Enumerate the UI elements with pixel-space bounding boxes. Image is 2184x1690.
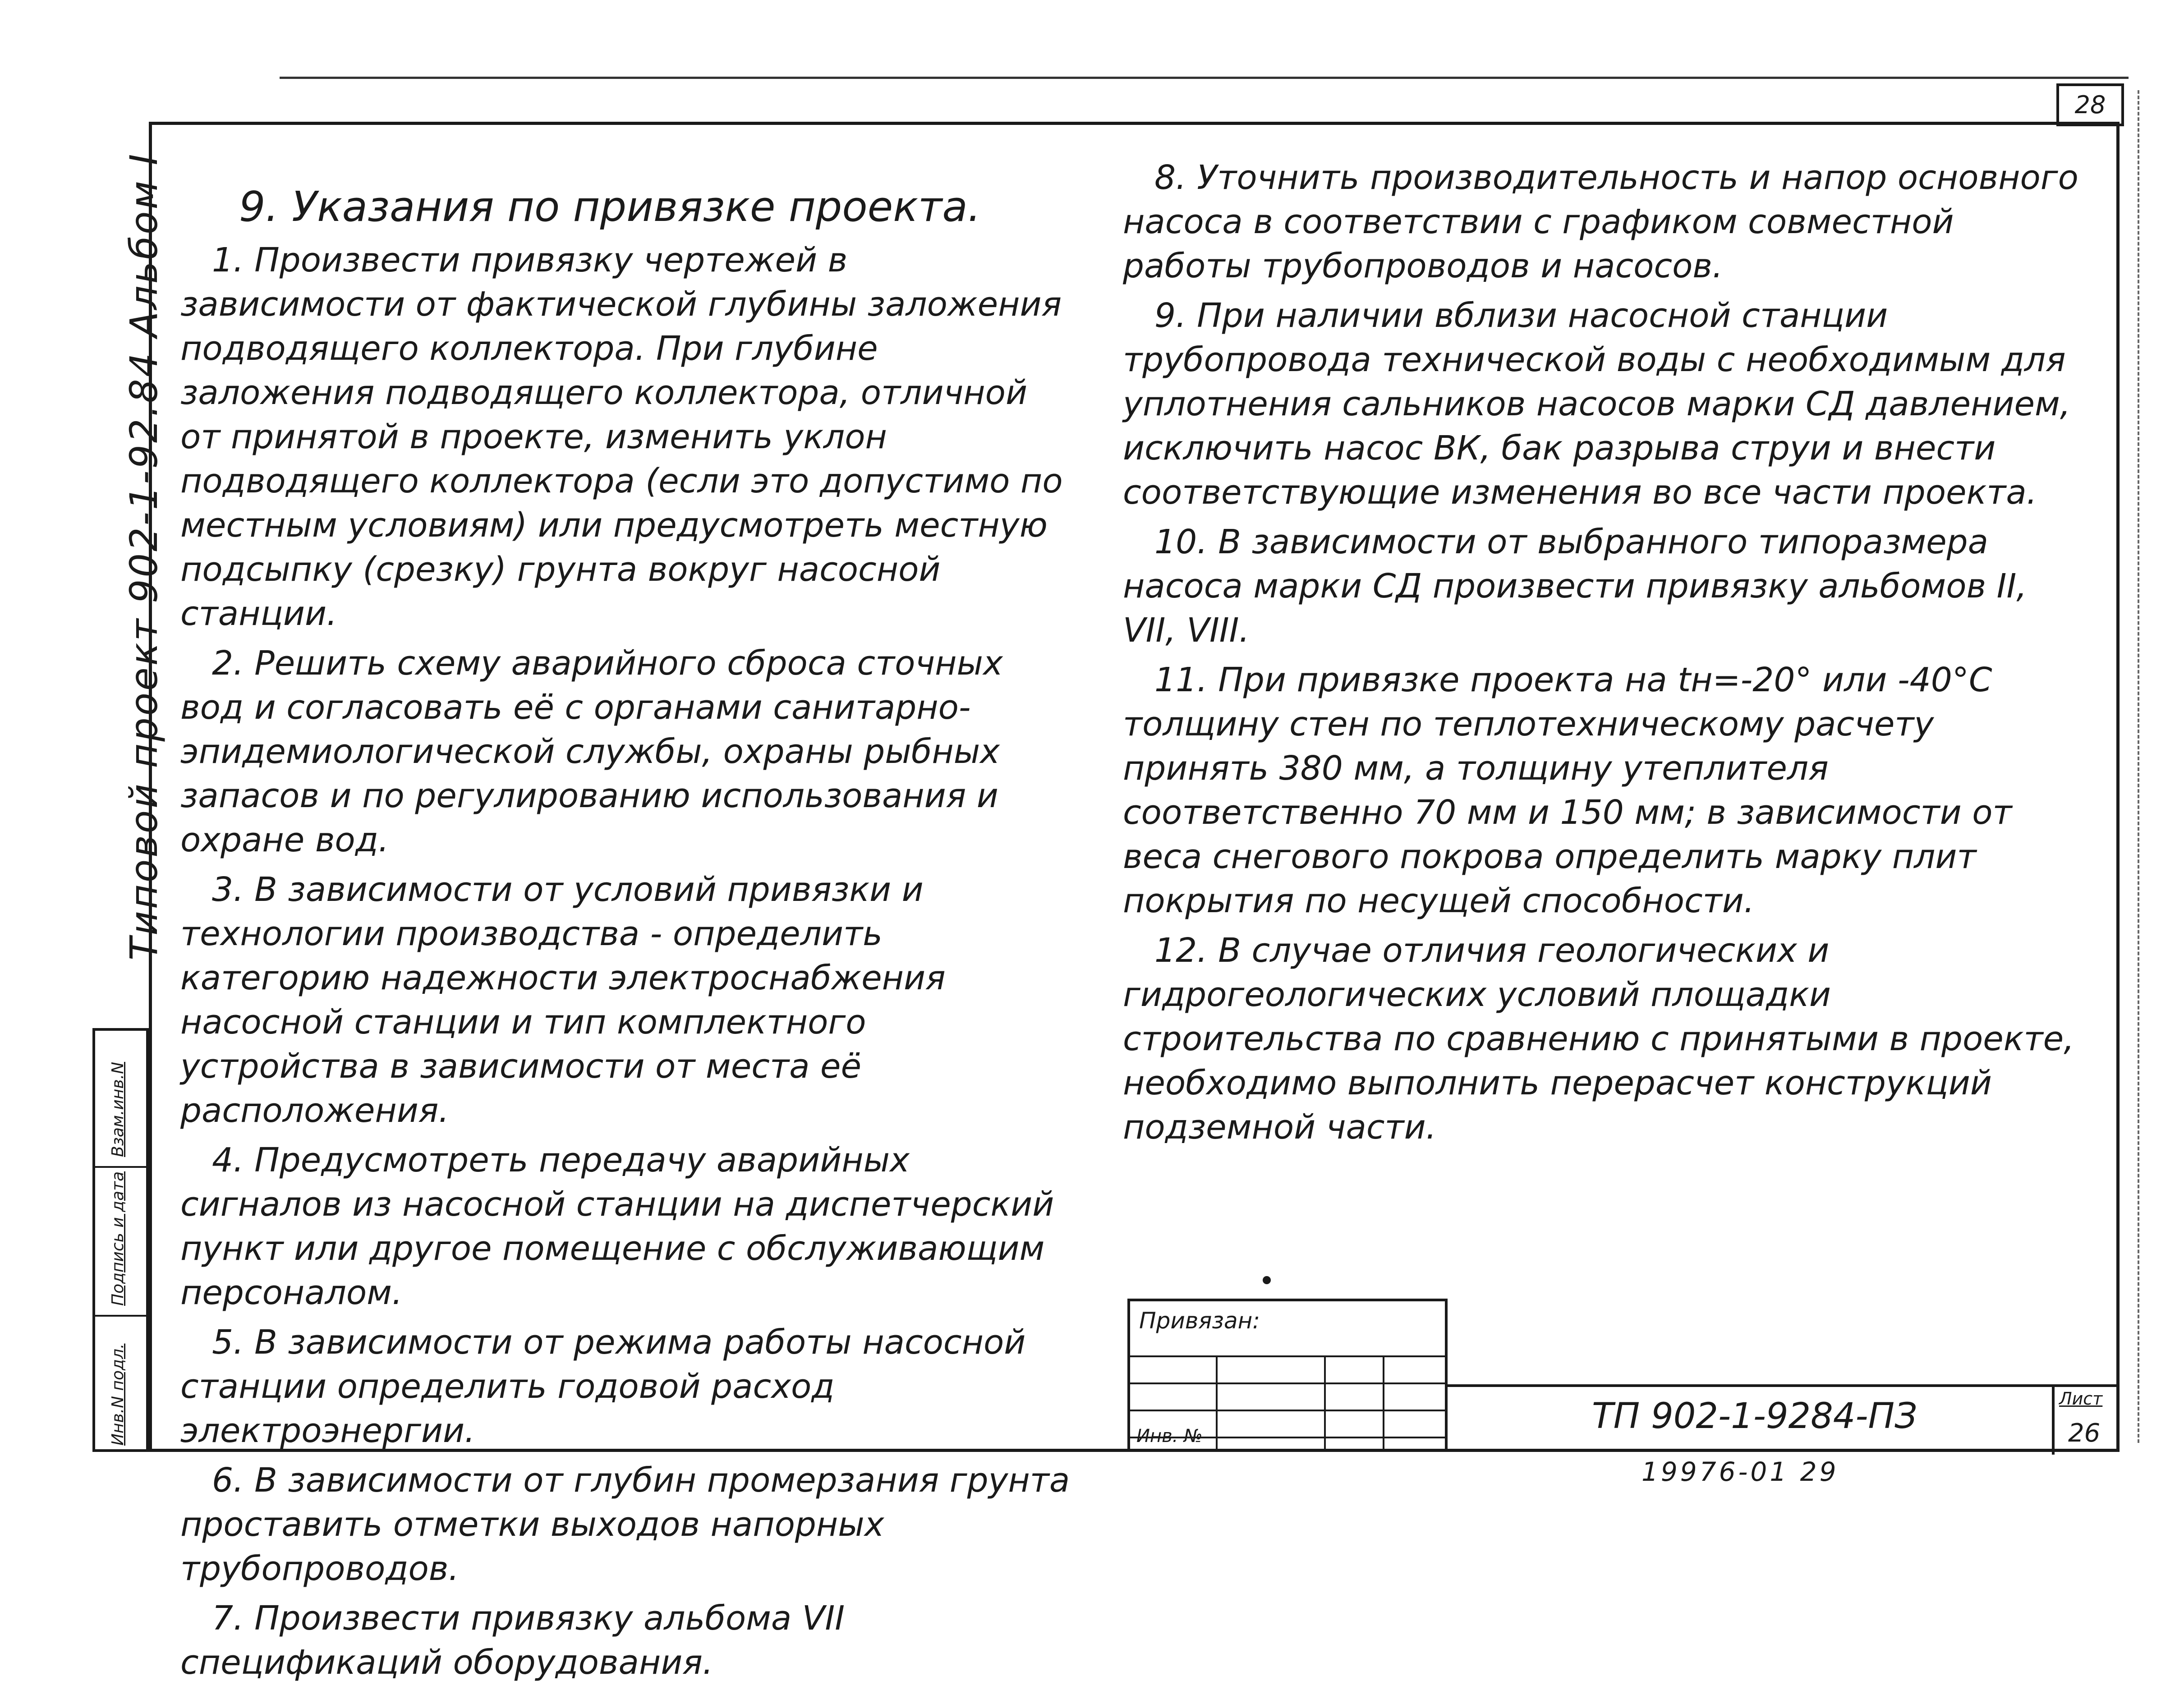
instruction-item: 6. В зависимости от глубин промерзания грунта проставить отметки выходов напорных трубопроводов. bbox=[180, 1461, 1070, 1588]
archive-number: 19976-01 29 bbox=[1641, 1456, 1839, 1487]
document-code: ТП 902-1-9284-ПЗ bbox=[1592, 1396, 1917, 1437]
instruction-item: 4. Предусмотреть передачу аварийных сигналов из насосной станции на диспетчерский пункт или другое помещение с обслуживающим персоналом. bbox=[180, 1141, 1054, 1312]
title-block bbox=[1127, 1299, 2120, 1452]
sheet-box bbox=[2052, 1387, 2120, 1455]
table-row bbox=[1130, 1355, 1445, 1357]
instruction-item: 2. Решить схему аварийного сброса сточных вод и согласовать её с органами санитарно-эпидемиологической службы, охраны рыбных запасов и по регулированию использования и охране вод. bbox=[180, 644, 1003, 859]
inventory-label: Инв. № bbox=[1136, 1426, 1203, 1447]
instruction-item: 1. Произвести привязку чертежей в зависимости от фактической глубины заложения подводящего коллектора. При глубине заложения подводящего коллектора, отличной от принятой в проекте, изменить уклон подводящего коллектора (если это допустимо по местным условиям) или предусмотреть местную подсыпку (срезку) грунта вокруг насосной станции. bbox=[180, 241, 1063, 633]
top-border-line bbox=[280, 77, 2129, 79]
instruction-item: 5. В зависимости от режима работы насосной станции определить годовой расход электроэнергии. bbox=[180, 1323, 1026, 1450]
right-edge-mark bbox=[2138, 90, 2139, 1443]
side-stamp-table bbox=[92, 1028, 149, 1452]
stamp-label-replace: Взам.инв.N bbox=[109, 1061, 127, 1157]
table-divider bbox=[1324, 1355, 1326, 1449]
ink-dot bbox=[1263, 1276, 1271, 1284]
instruction-item: 3. В зависимости от условий привязки и технологии производства - определить категорию надежности электроснабжения насосной станции и тип комплектного устройства в зависимости от места её расположения. bbox=[180, 870, 946, 1130]
stamp-label-sign: Подпись и дата bbox=[109, 1171, 127, 1306]
section-heading: 9. Указания по привязке проекта. bbox=[239, 183, 981, 231]
binding-table bbox=[1127, 1299, 1448, 1452]
instruction-item: 11. При привязке проекта на tн=-20° или -40°С толщину стен по теплотехническому расчету принять 380 мм, а толщину утеплителя соответственно 70 мм и 150 мм; в зависимости от веса снегового покрова определить марку плит покрытия по несущей способности. bbox=[1123, 661, 2012, 920]
table-divider bbox=[1216, 1355, 1218, 1449]
right-text-column bbox=[1123, 156, 2083, 1155]
instruction-item: 10. В зависимости от выбранного типоразмера насоса марки СД произвести привязку альбомов II, VII, VIII. bbox=[1123, 523, 2027, 650]
sheet-label: Лист bbox=[2059, 1389, 2103, 1409]
table-divider bbox=[1383, 1355, 1384, 1449]
instruction-item: 8. Уточнить производительность и напор основного насоса в соответствии с графиком совместной работы трубопроводов и насосов. bbox=[1123, 158, 2078, 285]
instruction-item: 7. Произвести привязку альбома VII спецификаций оборудования. bbox=[180, 1599, 845, 1682]
instruction-item: 9. При наличии вблизи насосной станции трубопровода технической воды с необходимым для уплотнения сальников насосов марки СД давлением, исключить насос ВК, бак разрыва струи и внести соответствующие изменения во все части проекта. bbox=[1123, 296, 2071, 512]
sheet-number: 26 bbox=[2068, 1419, 2101, 1448]
instruction-item: 12. В случае отличия геологических и гидрогеологических условий площадки строительства по сравнению с принятыми в проекте, необходимо выполнить перерасчет конструкций подземной части. bbox=[1123, 931, 2074, 1147]
margin-project-title: Типовой проект 902-1-92.84 Альбом I bbox=[122, 152, 166, 960]
table-row bbox=[1130, 1410, 1445, 1411]
document-code-block bbox=[1448, 1384, 2120, 1452]
left-text-column bbox=[180, 185, 1073, 1690]
corner-page-number: 28 bbox=[2056, 83, 2124, 126]
binding-header: Привязан: bbox=[1139, 1308, 1260, 1334]
stamp-label-inv: Инв.N подл. bbox=[109, 1343, 127, 1446]
table-row bbox=[1130, 1382, 1445, 1384]
